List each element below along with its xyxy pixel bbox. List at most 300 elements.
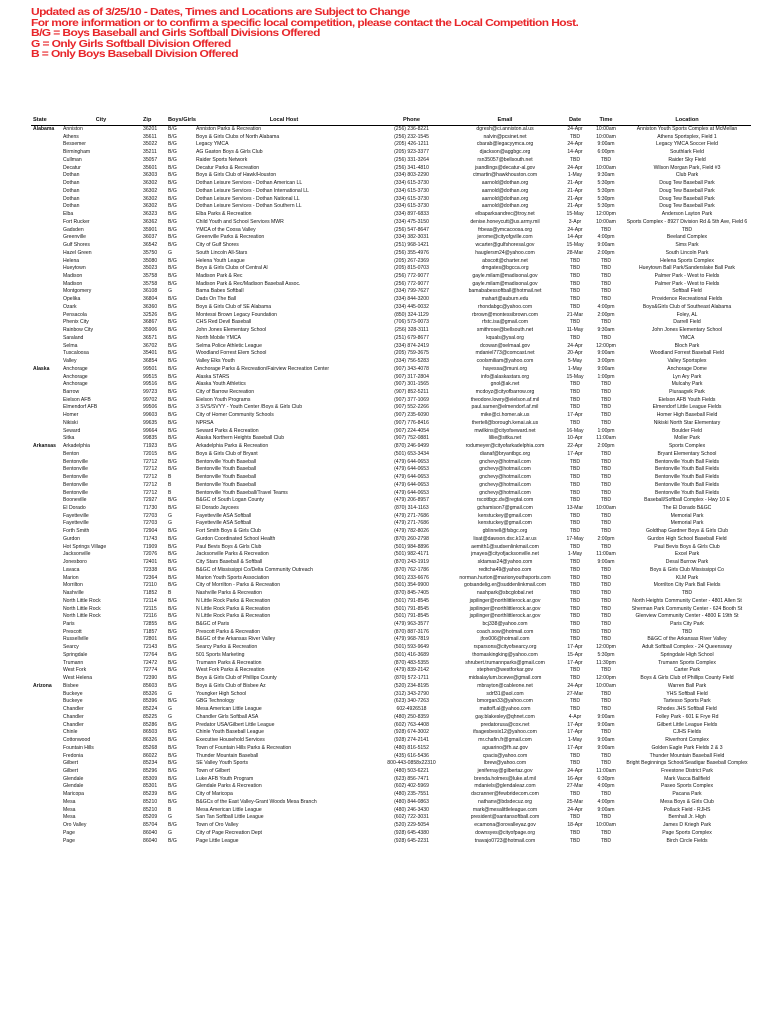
table-row [31,791,751,799]
cell-local-host: Fayetteville ASA Softball [196,520,252,527]
cell-date: 17-Apr [567,644,583,651]
cell-email: dmgates@bgcca.org [481,265,529,272]
cell-zip: 36854 [143,358,158,365]
header-time: Time [589,115,623,126]
cell-time: TBD [600,582,612,589]
cell-zip: 72855 [143,621,158,628]
cell-time: TBD [600,760,612,767]
cell-boys-girls: B/G [168,543,177,550]
table-row [31,559,751,567]
cell-local-host: City of Gulf Shores [196,242,239,249]
cell-location: Eielson AFB Youth Fields [658,396,716,403]
cell-location: KLM Park [675,574,699,581]
cell-date: TBD [569,512,581,519]
cell-location: Baseball/Softball Complex - Hwy 10 E [644,497,730,504]
cell-email: denise.honeycutt@us.army.mil [470,218,540,225]
cell-time: TBD [600,419,612,426]
cell-city: Anniston [63,126,83,133]
cell-local-host: B&GCs of the East Valley-Grant Woods Mesa Branch [196,798,317,805]
cell-time: 9:00am [597,744,615,751]
cell-zip: 99702 [143,396,158,403]
table-row [31,257,751,265]
cell-date: TBD [569,597,581,604]
cell-state [31,544,61,552]
cell-local-host: Eielson Youth Programs [196,396,251,403]
table-row [31,660,751,668]
cell-boys-girls: B/G [168,535,177,542]
cell-phone: (907) 317-2804 [394,373,429,380]
cell-state [31,714,61,722]
cell-location: Raider Sky Field [668,156,706,163]
cell-date: 24-Apr [567,767,583,774]
table-row [31,497,751,505]
cell-city: Decatur [63,164,81,171]
cell-email: thertell@borough.kenai.ak.us [471,419,539,426]
cell-state: Alaska [33,365,50,372]
cell-city: Valley [63,358,77,365]
cell-phone: (256) 772-9077 [394,280,429,287]
cell-time: 10:00am [596,822,616,829]
cell-state [31,389,61,397]
cell-boys-girls: B/G [168,613,177,620]
cell-phone: (501) 982-4171 [394,551,429,558]
cell-location: Lyn Ary Park [672,373,702,380]
cell-local-host: B&GC of Mississippi Co/Delta Community Outreach [196,566,313,573]
cell-state [31,636,61,644]
cell-local-host: El Dorado Jaycees [196,505,239,511]
cell-location: Boys & Girls Club of Phillips County Field [640,675,734,682]
cell-phone: (520) 229-5054 [394,822,429,829]
cell-location: Bentonville Youth Ball Fields [655,474,719,481]
cell-boys-girls: B/G [168,211,177,218]
cell-state [31,203,61,211]
cell-phone: (479) 968-7819 [394,636,429,643]
cell-boys-girls: B/G [168,396,177,403]
table-body [31,126,751,846]
cell-phone: (435) 616-5436 [394,752,429,759]
header-zip: Zip [141,115,166,126]
cell-local-host: Elba Parks & Recreation [196,211,252,218]
cell-boys-girls: B/G [168,187,177,194]
table-row [31,644,751,652]
cell-date: 24-Apr [567,806,583,813]
cell-date: TBD [569,303,581,310]
cell-email: theodore.lowry@eielson.af.mil [470,396,540,403]
cell-location: Doug Tew Baseball Park [659,203,715,210]
cell-city: Anchorage [63,365,88,372]
cell-email: jerome@cityofgville.com [477,234,533,241]
cell-phone: (334) 615-3730 [394,195,429,202]
cell-state [31,234,61,242]
cell-time: 12:00pm [596,675,616,682]
cell-zip: 32526 [143,311,158,318]
cell-state [31,559,61,567]
cell-location: Folley Park - 601 E Frye Rd [655,713,719,720]
cell-local-host: Valley Elks Youth [196,358,235,365]
cell-location: Wilson Morgan Park, Field #3 [653,164,721,171]
cell-local-host: Searcy Parks & Recreation [196,644,258,651]
cell-location: Bentonville Youth Ball Fields [655,458,719,465]
header-city: City [61,115,141,126]
cell-time: 10:00am [596,164,616,171]
cell-location: Morrilton City Park Ball Fields [653,582,721,589]
cell-boys-girls: B [168,489,172,496]
table-row [31,420,751,428]
table-row [31,745,751,753]
cell-boys-girls: G [168,690,172,697]
cell-time: TBD [600,272,612,279]
cell-location: Mulcahy Park [671,381,703,388]
cell-date: TBD [569,760,581,767]
cell-local-host: Bentonville Youth Baseball [196,481,257,488]
cell-boys-girls: B/G [168,698,177,705]
cell-email: rsn35057@bellsouth.net [477,156,533,163]
cell-zip: 99515 [143,373,158,380]
cell-location: Sherman Park Community Center - 624 Booth St [631,605,743,612]
cell-city: Opelika [63,296,81,303]
cell-zip: 35750 [143,249,158,256]
cell-date: TBD [569,829,581,836]
cell-phone: (256) 236-8221 [394,126,429,133]
cell-city: Seward [63,427,81,434]
cell-local-host: Jacksonville Parks & Recreation [196,551,269,558]
cell-state [31,830,61,838]
cell-local-host: Boys & Girls Club of Bisbee Az [196,682,266,689]
table-row [31,582,751,590]
cell-email: aarnold@dothan.org [481,187,529,194]
cell-location: Palmer Park - West to Fields [654,280,720,287]
cell-local-host: Dothan Leisure Services - Dothan National LL [196,195,300,202]
cell-local-host: Bama Babes Softball [196,288,244,295]
cell-phone: (334) 844-3200 [394,296,429,303]
table-row [31,706,751,714]
cell-phone: (334) 799-7627 [394,288,429,295]
table-row [31,722,751,730]
cell-zip: 72390 [143,675,158,682]
cell-zip: 85396 [143,698,158,705]
cell-city: Jonesboro [63,559,87,566]
cell-email: sdrf31@aol.com [486,690,524,697]
cell-email: downsyes@cityofpage.org [475,829,535,836]
cell-city: Glendale [63,783,84,790]
cell-email: wcarter@gulfshoresal.gov [475,242,535,249]
cell-zip: 85239 [143,791,158,798]
cell-location: Adult Softball Complex - 24 Queensway [641,644,733,651]
cell-email: president@santansoftball.com [470,814,540,821]
cell-time: 9:30am [597,327,615,334]
cell-zip: 35601 [143,164,158,171]
cell-zip: 99501 [143,365,158,372]
cell-time: TBD [600,388,612,395]
cell-location: Doug Tew Baseball Park [659,195,715,202]
cell-phone: (479) 644-0653 [394,466,429,473]
cell-date: 17-Apr [567,412,583,419]
cell-boys-girls: B/G [168,172,177,179]
table-row [31,598,751,606]
table-row [31,729,751,737]
cell-local-host: B&GC of Paris [196,621,230,628]
cell-email: gblinnell@fsbgc.org [482,528,528,535]
cell-state [31,822,61,830]
cell-time: TBD [600,543,612,550]
cell-location: YMCA [679,334,695,341]
table-row [31,234,751,242]
cell-email: gchamison7@gmail.com [477,505,533,511]
cell-city: Mesa [63,806,76,813]
table-row [31,799,751,807]
cell-phone: (205) 426-1211 [394,141,429,148]
cell-time: 9:00am [597,141,615,148]
cell-city: Homer [63,412,79,419]
table-row [31,188,751,196]
cell-zip: 35758 [143,280,158,287]
cell-email: bamababessoftball@hotmail.net [468,288,542,295]
table-row [31,698,751,706]
cell-local-host: City of Page Recreation Dept [196,829,262,836]
cell-email: midsalaylum.bcewe@gmail.com [468,675,542,682]
cell-location: Thunder Mountain Baseball Field [649,752,725,759]
cell-time: 5:30pm [597,180,615,187]
cell-city: Dothan [63,172,80,179]
cell-email: ctmartin@hawkhouston.com [472,172,538,179]
table-row [31,203,751,211]
cell-city: Elmendorf AFB [63,404,98,411]
header-local-host: Local Host [194,115,374,126]
cell-city: Nashville [63,590,84,597]
cell-boys-girls: B/G [168,234,177,241]
cell-date: TBD [569,133,581,140]
cell-state [31,660,61,668]
cell-boys-girls: B/G [168,528,177,535]
cell-boys-girls: B/G [168,466,177,473]
cell-location: Hueytown Ball Park/Sanderslake Ball Park [639,265,735,272]
cell-city: Morrilton [63,582,83,589]
cell-email: rscottbgc.dv@regtal.com [476,497,534,504]
cell-date: TBD [569,489,581,496]
cell-boys-girls: B/G [168,149,177,156]
cell-phone: (205) 815-0703 [394,265,429,272]
table-row [31,776,751,784]
cell-city: Chinle [63,729,78,736]
cell-boys-girls: B/G [168,141,177,148]
cell-date: 24-Apr [567,682,583,689]
cell-boys-girls: B/G [168,566,177,573]
cell-email: gnchevy@hotmail.com [479,481,531,488]
cell-local-host: Boys & Girls Clubs of North Alabama [196,133,280,140]
cell-location: Rhodes JHS Softball Field [657,706,717,713]
table-row [31,172,751,180]
table-row [31,629,751,637]
cell-time: 10:00am [596,133,616,140]
cell-time: 9:00am [597,737,615,744]
cell-email: dcowan@selmaal.gov [480,342,530,349]
cell-phone: (870) 246-9499 [394,443,429,450]
cell-location: Club Park [675,172,699,179]
cell-date: 21-Apr [567,187,583,194]
cell-zip: 36303 [143,172,158,179]
cell-city: Bentonville [63,466,88,473]
cell-boys-girls: B/G [168,242,177,249]
table-row [31,281,751,289]
cell-zip: 35023 [143,265,158,272]
table-row [31,304,751,312]
cell-phone: (907) 776-8416 [394,419,429,426]
cell-boys-girls: G [168,814,172,821]
cell-email: coach.sow@hotmail.com [476,628,534,635]
cell-local-host: Nashville Parks & Recreation [196,590,262,597]
cell-location: Golden Eagle Park Fields 2 & 3 [651,744,723,751]
cell-time: TBD [600,706,612,713]
cell-time: 1:00pm [597,373,615,380]
cell-date: TBD [569,559,581,566]
cell-boys-girls: B/G [168,497,177,504]
cell-state [31,165,61,173]
cell-phone: (907) 377-1069 [394,396,429,403]
cell-zip: 72338 [143,566,158,573]
cell-local-host: Youngker High School [196,690,247,697]
cell-local-host: YMCA of the Coosa Valley [196,226,256,233]
cell-phone: (901) 233-6676 [394,574,429,581]
cell-location: Woodland Forrest Baseball Field [650,350,724,357]
cell-zip: 85224 [143,706,158,713]
cell-phone: (907) 301-1565 [394,381,429,388]
cell-city: Sitka [63,435,75,442]
cell-location: Valley Sportsplex [667,358,707,365]
cell-email: coolsmiliam@yahoo.com [476,358,534,365]
cell-location: Providence Recreational Fields [651,296,723,303]
cell-location: Warren Ball Park [667,682,707,689]
header-email: Email [449,115,561,126]
cell-email: gayle.milam@madisonal.gov [472,272,538,279]
cell-date: TBD [569,296,581,303]
cell-local-host: B&GC of South Logan County [196,497,264,504]
table-row [31,250,751,258]
cell-zip: 36302 [143,180,158,187]
cell-zip: 36037 [143,234,158,241]
cell-time: TBD [600,613,612,620]
cell-location: Memorial Park [670,520,704,527]
cell-time: TBD [600,296,612,303]
cell-city: Gulf Shores [63,242,90,249]
cell-time: TBD [600,837,612,844]
cell-phone: (479) 839-2142 [394,667,429,674]
cell-city: Gilbert [63,760,79,767]
cell-local-host: Page Little League [196,837,239,844]
cell-local-host: Bentonville Youth Baseball/Travel Teams [196,489,288,496]
cell-city: Cullman [63,156,82,163]
cell-state [31,667,61,675]
cell-phone: (870) 243-1919 [394,559,429,566]
cell-city: Dothan [63,195,80,202]
cell-boys-girls: B/G [168,605,177,612]
cell-email: gotsandelig.er@suddenlinkmail.com [464,582,546,589]
cell-email: hauglersm24@yahoo.com [475,249,535,256]
cell-phone: (480) 250-8359 [394,713,429,720]
cell-date: 1-May [567,365,583,372]
cell-email: jeniferray@gilbertaz.gov [477,767,533,774]
cell-city: Anchorage [63,381,88,388]
cell-time: 9:00am [597,713,615,720]
cell-local-host: Dothan Leisure Services - Dothan American LL [196,180,303,187]
cell-date: 17-Apr [567,729,583,736]
cell-date: 25-Mar [566,798,584,805]
cell-phone: (706) 573-0073 [394,319,429,326]
cell-state [31,776,61,784]
cell-local-host: Marion Youth Sports Association [196,574,270,581]
cell-phone: (870) 845-7405 [394,590,429,597]
cell-email: gayle.milam@madisonal.gov [472,280,538,287]
cell-date: 14-Apr [567,234,583,241]
cell-zip: 85210 [143,806,158,813]
table-row [31,474,751,482]
cell-local-host: Madison Park & Rec/Madison Baseball Assoc. [196,280,301,287]
table-row [31,134,751,142]
cell-time: 2:00pm [597,311,615,318]
cell-location: The El Dorado B&GC [662,505,712,511]
cell-state [31,807,61,815]
cell-state: Arizona [33,682,52,689]
cell-time: TBD [600,520,612,527]
cell-state [31,196,61,204]
cell-date: TBD [569,381,581,388]
cell-email: aarnold@dothan.org [481,195,529,202]
cell-local-host: Seward Parks & Recreation [196,427,259,434]
cell-date: TBD [569,396,581,403]
cell-boys-girls: B/G [168,551,177,558]
cell-state [31,675,61,683]
cell-time: 6:00pm [597,149,615,156]
table-row [31,760,751,768]
cell-zip: 36867 [143,319,158,326]
cell-city: Eielson AFB [63,396,91,403]
cell-boys-girls: B/G [168,404,177,411]
cell-state [31,250,61,258]
cell-location: Desal Burrow Park [665,559,709,566]
cell-state: Arkansas [33,443,56,450]
cell-location: Pacana Park [672,791,702,798]
cell-date: 18-Apr [567,822,583,829]
cell-email: brenda.holmes@luke.af.mil [474,775,536,782]
cell-email: norman.hurton@marionyouthsports.com [459,574,551,581]
cell-zip: 36302 [143,195,158,202]
cell-zip: 85326 [143,690,158,697]
cell-email: bmorgan33@yahoo.com [477,698,533,705]
cell-date: TBD [569,814,581,821]
cell-state [31,412,61,420]
cell-state [31,350,61,358]
cell-city: Page [63,837,75,844]
table-row [31,196,751,204]
cell-zip: 35901 [143,226,158,233]
cell-state [31,598,61,606]
cell-location: Southlark Field [670,149,704,156]
cell-city: Madison [63,280,83,287]
cell-local-host: Bentonville Youth Baseball [196,474,257,481]
cell-state [31,157,61,165]
cell-time: 2:00pm [597,249,615,256]
cell-local-host: Trumann Parks & Recreation [196,659,262,666]
cell-location: James D Kriegh Park [662,822,712,829]
cell-time: 11:00am [596,767,616,774]
cell-city: Russellville [63,636,89,643]
cell-local-host: 3 SVS/SVYY - Youth Center /Boys & Girls Club [196,404,303,411]
cell-time: 11:00am [596,551,616,558]
table-row [31,273,751,281]
table-row [31,613,751,621]
cell-phone: (907) 852-5211 [394,388,429,395]
cell-zip: 36702 [143,342,158,349]
cell-date: 16-May [566,427,584,434]
